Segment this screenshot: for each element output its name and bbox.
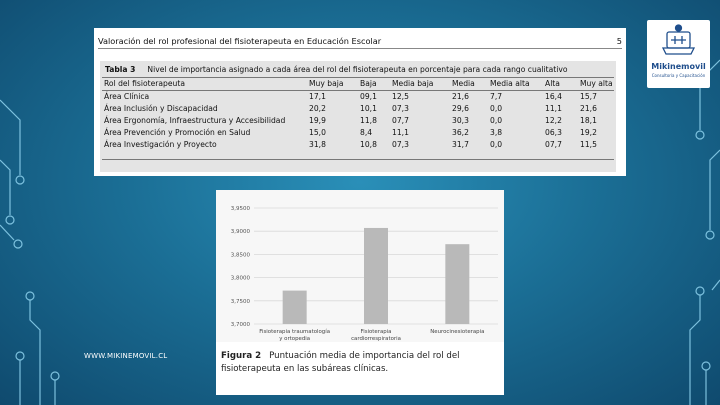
table-cell: Área Prevención y Promoción en Salud (104, 128, 251, 137)
column-header: Media (452, 79, 475, 88)
brand-logo (647, 20, 710, 88)
table-cell: 0,0 (490, 116, 503, 125)
bar-chart (216, 190, 504, 342)
y-tick-label: 3,7000 (230, 322, 250, 328)
table-cell: 12,5 (392, 92, 409, 101)
table-cell: 3,8 (490, 128, 503, 137)
column-header: Baja (360, 79, 377, 88)
table-label: Tabla 3 (105, 65, 136, 74)
table-row (102, 91, 614, 102)
table-cell: 29,6 (452, 104, 469, 113)
table-row (102, 139, 614, 150)
table-divider (102, 159, 614, 160)
figure-panel (216, 190, 504, 395)
table-cell: 8,4 (360, 128, 373, 137)
logo-tagline: Consultoría y Capacitación (651, 73, 706, 78)
table-cell: 30,3 (452, 116, 469, 125)
table-cell: 0,0 (490, 104, 503, 113)
figure-caption-text: Puntuación media de importancia del rol del fisioterapeuta en las subáreas clínicas. (221, 351, 460, 374)
table-cell: 17,1 (309, 92, 326, 101)
table-cell: Área Ergonomía, Infraestructura y Accesibilidad (104, 116, 286, 125)
table-cell: 36,2 (452, 128, 469, 137)
table-cell: 0,0 (490, 140, 503, 149)
table-header (102, 77, 614, 91)
table-row (102, 103, 614, 114)
column-header: Alta (545, 79, 560, 88)
table-row (102, 115, 614, 126)
y-tick-label: 3,9000 (230, 229, 250, 236)
chart-area (216, 190, 504, 342)
table-cell: 10,1 (360, 104, 377, 113)
x-tick-label: cardiorrespiratoria (351, 336, 401, 342)
table-cell: 11,1 (545, 104, 562, 113)
table-cell: 07,7 (545, 140, 562, 149)
column-header: Media alta (490, 79, 530, 88)
logo-brand: Mikinemovil (651, 62, 706, 71)
page-number: 5 (616, 36, 622, 46)
table-cell: 21,6 (452, 92, 469, 101)
bar (364, 228, 388, 324)
table-cell: Área Investigación y Proyecto (104, 140, 217, 149)
table-cell: 19,2 (580, 128, 597, 137)
table-cell: 06,3 (545, 128, 562, 137)
table-caption (105, 65, 568, 74)
table-cell: 16,4 (545, 92, 562, 101)
table-cell: 09,1 (360, 92, 377, 101)
table-cell: 20,2 (309, 104, 326, 113)
table-cell: 07,7 (392, 116, 409, 125)
x-tick-label: Fisioterapia traumatología (259, 329, 331, 335)
column-header: Muy alta (580, 79, 613, 88)
table-caption-text: Nivel de importancia asignado a cada área del rol del fisioterapeuta en porcentaje para cada rango cualitativo (147, 65, 568, 74)
paper-excerpt (94, 28, 626, 176)
table-cell: 31,8 (309, 140, 326, 149)
table-cell: Área Inclusión y Discapacidad (104, 104, 218, 113)
table-cell: 7,7 (490, 92, 503, 101)
column-header: Muy baja (309, 79, 344, 88)
table-cell: 10,8 (360, 140, 377, 149)
website-url[interactable]: WWW.MIKINEMOVIL.CL (84, 352, 168, 360)
data-table (100, 61, 616, 172)
logo-icon (647, 20, 710, 62)
bar (283, 291, 307, 324)
table-cell: Área Clínica (104, 92, 150, 101)
table-cell: 11,5 (580, 140, 597, 149)
paper-title: Valoración del rol profesional del fisioterapeuta en Educación Escolar (98, 36, 382, 46)
y-tick-label: 3,8500 (230, 252, 250, 259)
figure-caption (221, 350, 501, 376)
table-cell: 21,6 (580, 104, 597, 113)
bar (445, 244, 469, 324)
paper-header (98, 36, 622, 49)
table-cell: 15,0 (309, 128, 326, 137)
y-tick-label: 3,8000 (230, 275, 250, 282)
table-cell: 07,3 (392, 104, 409, 113)
y-tick-label: 3,9500 (230, 206, 250, 212)
table-cell: 18,1 (580, 116, 597, 125)
x-tick-label: Neurocinesioterapia (430, 329, 485, 335)
y-tick-label: 3,7500 (230, 298, 250, 305)
table-cell: 07,3 (392, 140, 409, 149)
table-row (102, 127, 614, 138)
table-cell: 31,7 (452, 140, 469, 149)
x-tick-label: y ortopedia (279, 336, 311, 342)
column-header: Media baja (392, 79, 434, 88)
table-cell: 15,7 (580, 92, 597, 101)
table-cell: 19,9 (309, 116, 326, 125)
column-header: Rol del fisioterapeuta (104, 79, 185, 88)
table-cell: 12,2 (545, 116, 562, 125)
table-cell: 11,8 (360, 116, 377, 125)
table-cell: 11,1 (392, 128, 409, 137)
figure-label: Figura 2 (221, 351, 262, 361)
x-tick-label: Fisioterapia (360, 329, 392, 335)
